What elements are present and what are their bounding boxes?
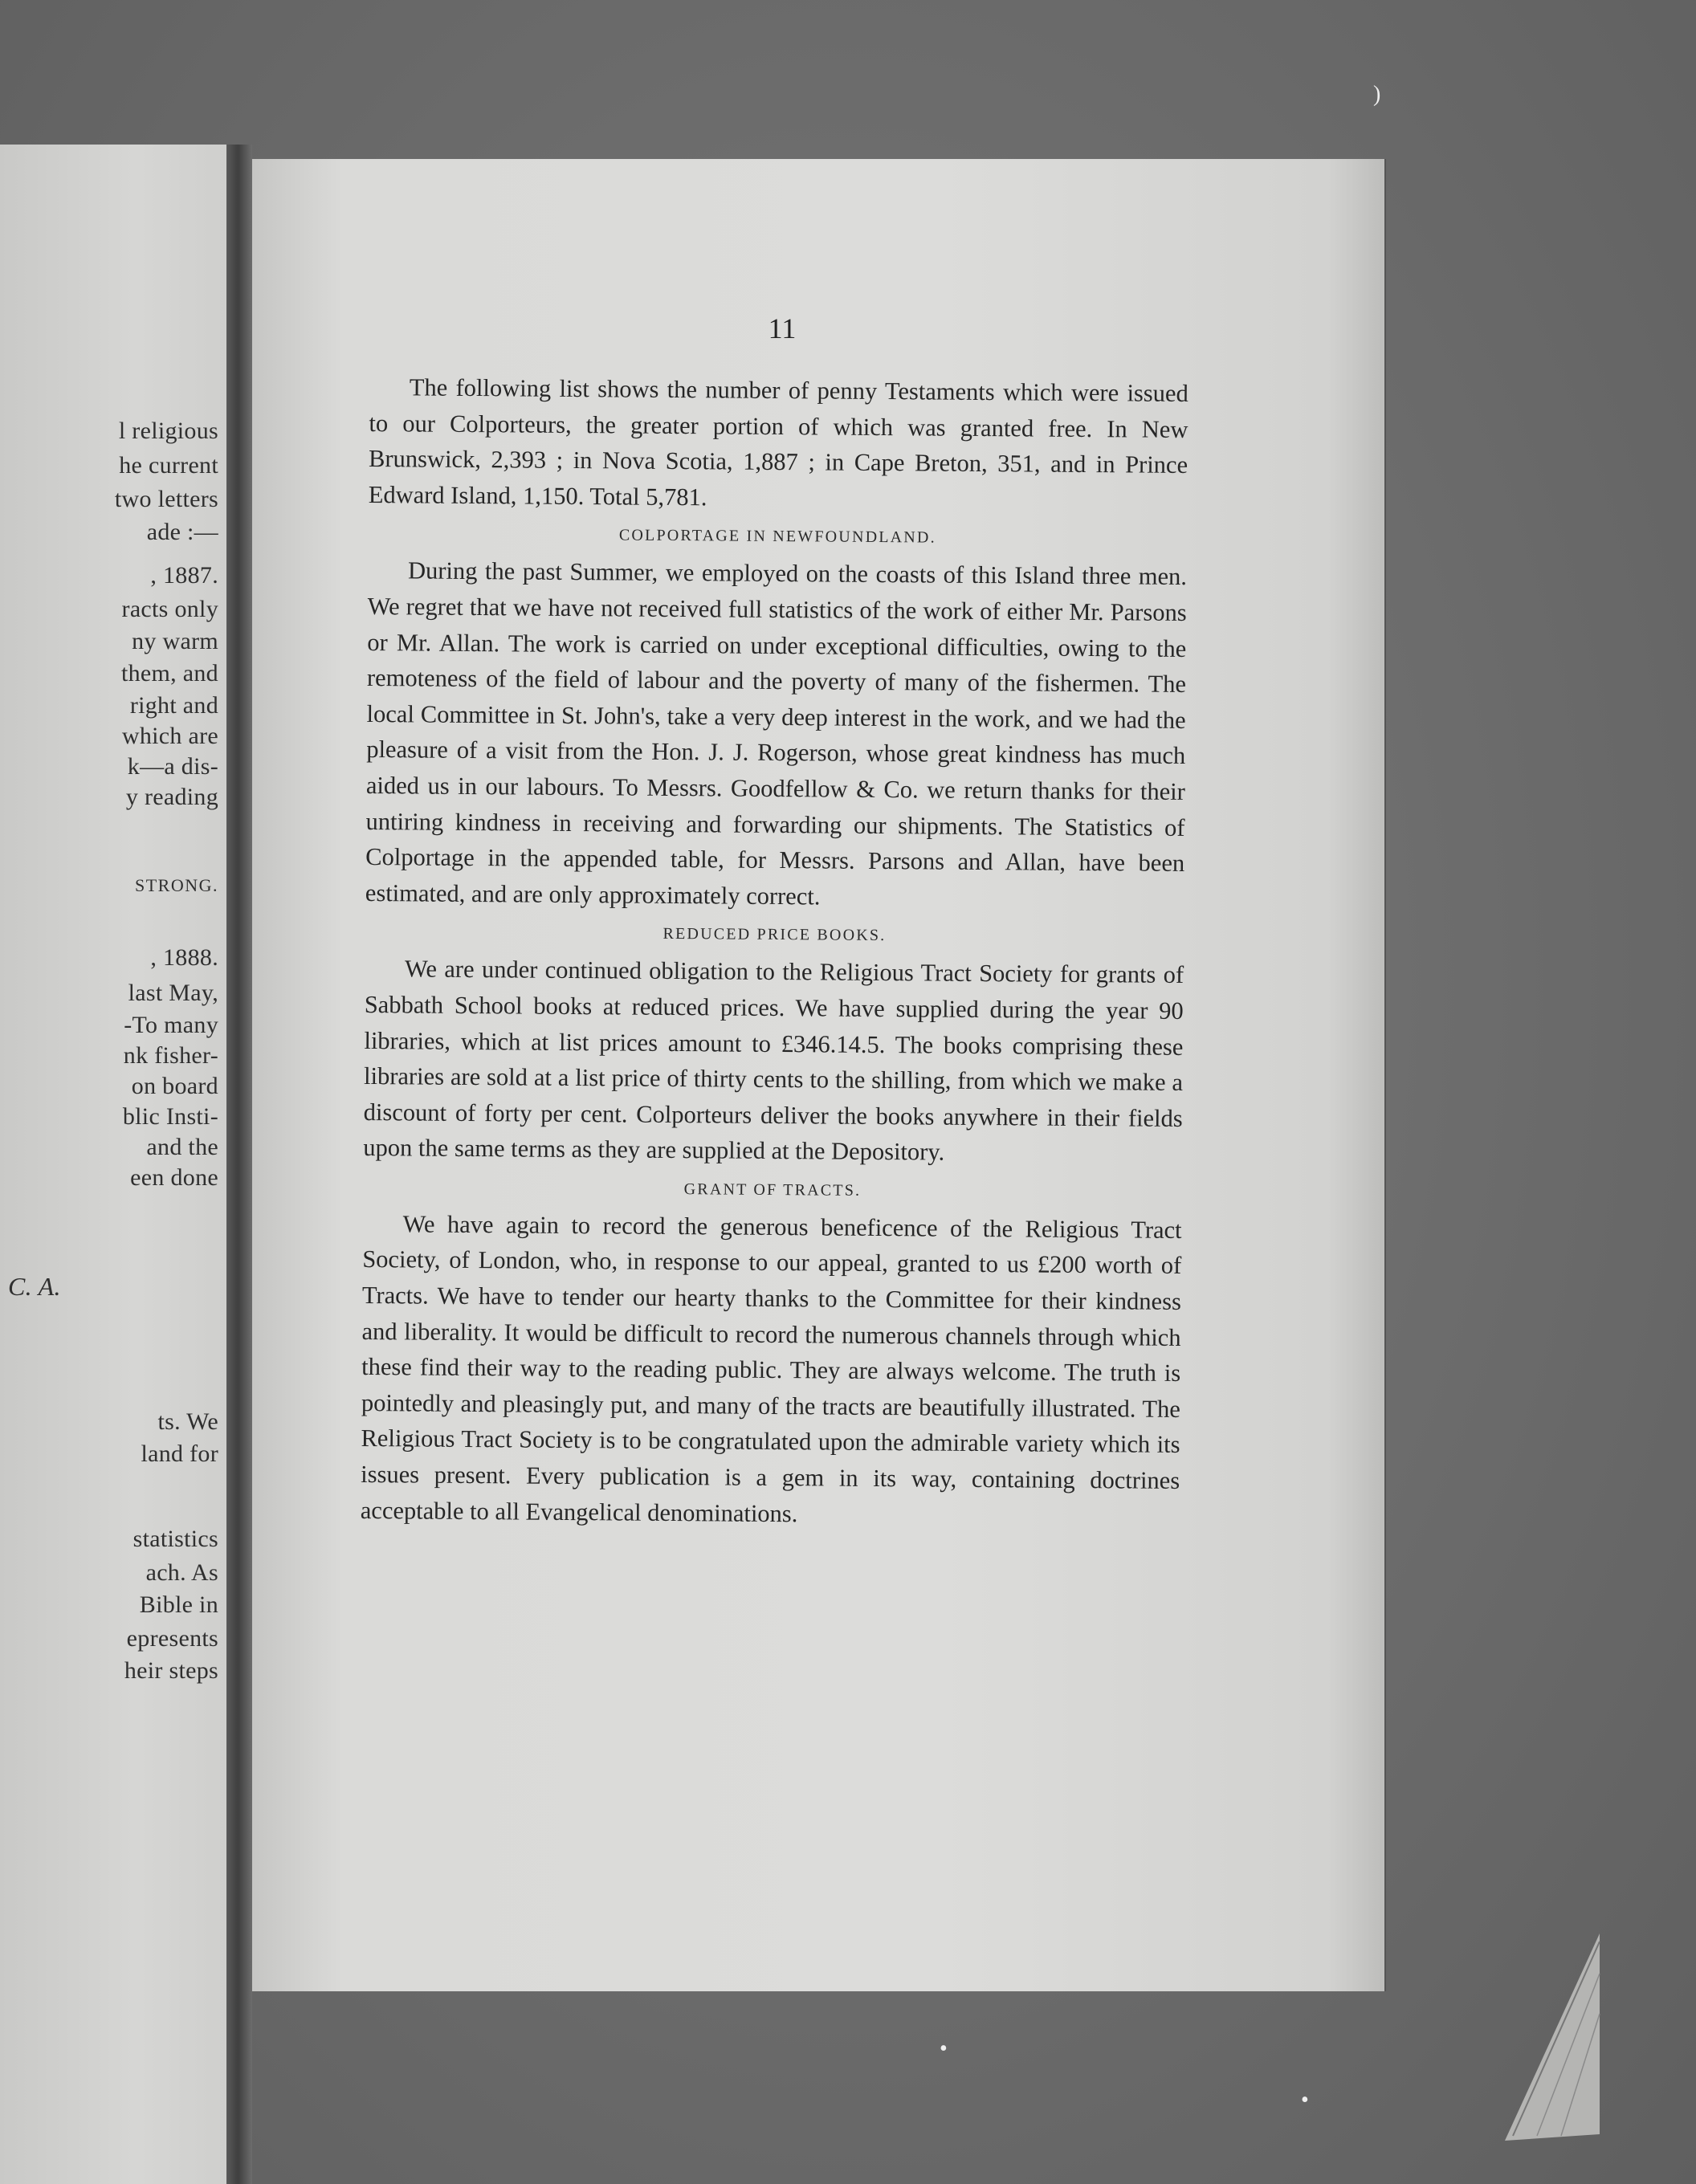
left-page-text: l religious bbox=[118, 418, 218, 444]
scan-speck: • bbox=[940, 2036, 948, 2061]
left-page-text: -To many bbox=[124, 1012, 218, 1038]
scan-speck: ) bbox=[1373, 82, 1381, 107]
left-page-text: which are bbox=[121, 723, 218, 749]
section-body-grant-of-tracts: We have again to record the generous beneficence of the Religious Tract Society, of London, who, in response to our appeal, granted to us £200 worth of Tracts. We have to tender our hearty thanks to the Committee for their kindness and liberality. It would be difficult to record the numerous channels through which these find their way to the reading public. They are always welcome. The truth is pointedly and pleasingly put, and many of the tracts are beautifully illustrated. The Religious Tract Society is to be congratulated upon the admirable variety which its issues present. Every publication is a gem in its way, containing doctrines acceptable to all Evangelical denominations. bbox=[360, 1210, 1182, 1527]
left-page-text: epresents bbox=[126, 1625, 218, 1652]
left-page-text: last May, bbox=[128, 980, 218, 1006]
left-page-text: on board bbox=[131, 1073, 218, 1099]
left-page-text: , 1888. bbox=[150, 944, 218, 971]
left-page-text: right and bbox=[129, 692, 218, 719]
left-page-text: he current bbox=[119, 452, 218, 479]
left-page-text: y reading bbox=[125, 784, 218, 810]
left-page-text: STRONG. bbox=[134, 875, 218, 895]
binding-gutter bbox=[226, 145, 252, 2184]
intro-paragraph: The following list shows the number of penny Testaments which were issued to our Colporteurs, the greater portion of which was granted free. In New Brunswick, 2,393 ; in Nova Scotia, 1,887 ; in Cape Breton, 351, and in Prince Edward Island, 1,150. Total 5,781. bbox=[368, 373, 1188, 511]
left-page-text: ade :— bbox=[146, 519, 218, 545]
left-page-text: blic Insti- bbox=[122, 1103, 218, 1130]
section-heading-reduced-price-books: REDUCED PRICE BOOKS. bbox=[662, 925, 887, 945]
section-body-reduced-price-books: We are under continued obligation to the Religious Tract Society for grants of Sabbath School books at reduced prices. We have supplied during the year 90 libraries, which at list prices amount to £346.14.5. The books comprising these libraries are sold at a list price of thirty cents to the shilling, from which we make a discount of forty per cent. Colporteurs deliver the books anywhere in their fields upon the same terms as they are supplied at the Depository. bbox=[363, 955, 1184, 1166]
left-page-text: ach. As bbox=[145, 1559, 218, 1586]
section-body-colportage: During the past Summer, we employed on the coasts of this Island three men. We regret that we have not received full statistics of the work of either Mr. Parsons or Mr. Allan. The work is carried on under exceptional difficulties, owing to the remoteness of the field of labour and the poverty of many of the fishermen. The local Committee in St. John's, take a very deep interest in the work, and we had the pleasure of a visit from the Hon. J. J. Rogerson, whose great kindness has much aided us in our labours. To Messrs. Goodfellow & Co. we return thanks for their untiring kindness in receiving and forwarding our shipments. The Statistics of Colportage in the appended table, for Messrs. Parsons and Allan, have been estimated, and are only approximately correct. bbox=[365, 556, 1188, 911]
page-content bbox=[361, 369, 1188, 1534]
main-page bbox=[252, 159, 1384, 1991]
section-heading-colportage: COLPORTAGE IN NEWFOUNDLAND. bbox=[618, 526, 936, 547]
left-page-fragment bbox=[0, 145, 226, 2184]
left-page-text: nk fisher- bbox=[123, 1042, 218, 1069]
left-page-text: two letters bbox=[114, 486, 218, 512]
left-page-text: them, and bbox=[120, 660, 218, 687]
left-page-text: C. A. bbox=[8, 1272, 61, 1301]
left-page-text: k—a dis- bbox=[127, 753, 218, 780]
left-page-text: statistics bbox=[132, 1526, 218, 1552]
page-corner-curl bbox=[1505, 1925, 1601, 2142]
page-number: 11 bbox=[768, 312, 797, 344]
left-page-text: een done bbox=[130, 1164, 218, 1191]
left-page-text: ts. We bbox=[157, 1408, 218, 1435]
left-page-text: , 1887. bbox=[150, 562, 218, 589]
left-page-text: land for bbox=[141, 1440, 218, 1467]
section-heading-grant-of-tracts: GRANT OF TRACTS. bbox=[683, 1180, 862, 1200]
left-page-text: ny warm bbox=[132, 628, 218, 654]
left-page-text: heir steps bbox=[124, 1657, 218, 1684]
left-page-text: and the bbox=[146, 1134, 218, 1160]
left-page-text: Bible in bbox=[139, 1591, 218, 1618]
left-page-text: racts only bbox=[121, 596, 218, 622]
scan-speck: • bbox=[1301, 2088, 1309, 2113]
